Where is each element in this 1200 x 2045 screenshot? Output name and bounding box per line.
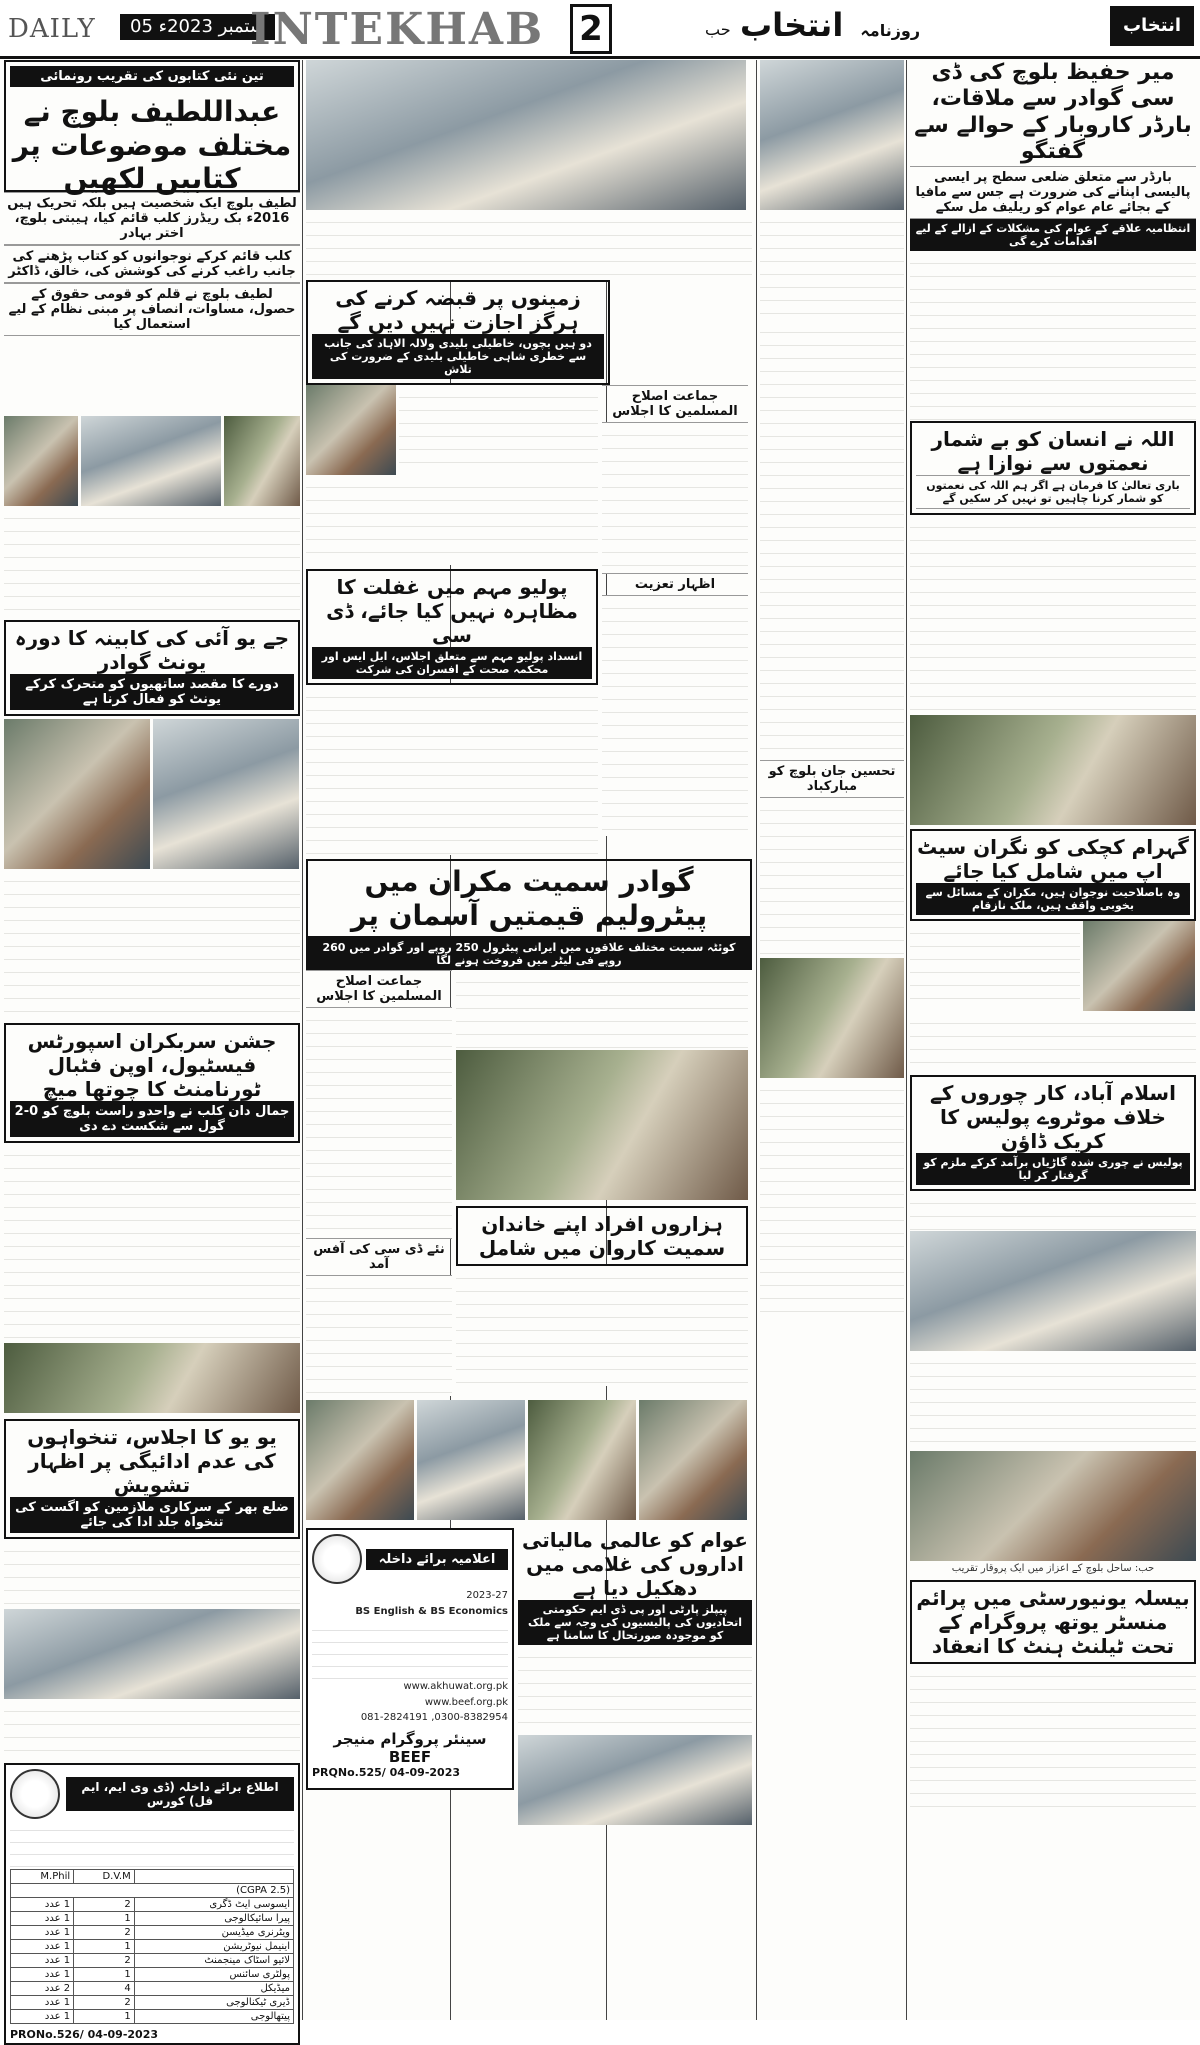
ymca-headline: یو یو کا اجلاس، تنخواہوں کی عدم ادائیگی پر اظہار تشویش xyxy=(27,1425,277,1497)
text-block xyxy=(4,1143,300,1343)
cell: 4 xyxy=(74,1982,135,1996)
ad-text xyxy=(312,1619,508,1679)
text-block xyxy=(399,385,598,475)
table-row xyxy=(11,1954,294,1968)
column-rule xyxy=(756,60,757,2020)
jui-sub: دورے کا مقصد ساتھیوں کو متحرک کرکے یونٹ کو فعال کرنا ہے xyxy=(10,674,294,710)
admission-table xyxy=(10,1869,294,2024)
people-sub: پیپلز پارٹی اور پی ڈی ایم حکومتی اتحادیوں کی پالیسیوں کی وجہ سے ملک کو موجودہ صورتحال کا سامنا ہے xyxy=(518,1600,752,1645)
text-block xyxy=(602,596,748,836)
book-launch-photo xyxy=(81,416,221,506)
beef-ad xyxy=(306,1528,514,1790)
beef-org: BEEF xyxy=(388,1747,432,1766)
university-seal-icon xyxy=(10,1769,60,1819)
group-photo xyxy=(910,1451,1196,1561)
cell: 2 xyxy=(74,1954,135,1968)
ad2-prno: PRQNo.525/ 04-09-2023 xyxy=(312,1765,460,1779)
cell: 2 عدد xyxy=(11,1982,74,1996)
ad-text xyxy=(10,1819,294,1869)
cell: 1 عدد xyxy=(11,1898,74,1912)
text-block xyxy=(910,1351,1196,1451)
cell: لائیو اسٹاک مینجمنٹ xyxy=(134,1954,293,1968)
beef-web2: www.beef.org.pk xyxy=(424,1696,508,1708)
caravan-box xyxy=(456,1206,748,1266)
masthead-date: 05 ستمبر 2023ء xyxy=(120,14,275,40)
cell: میڈیکل xyxy=(134,1982,293,1996)
text-block xyxy=(306,210,752,280)
allah-headline: اللہ نے انسان کو بے شمار نعمتوں سے نوازا ہے xyxy=(931,426,1175,475)
text-block xyxy=(518,1645,752,1735)
group-photo xyxy=(910,715,1196,825)
polio-box xyxy=(306,569,598,685)
beef-logo-icon xyxy=(312,1534,362,1584)
islamabad-headline: اسلام آباد، کار چوروں کے خلاف موٹروے پولیس کا کریک ڈاؤن xyxy=(930,1080,1176,1153)
text-block xyxy=(4,1699,300,1759)
cell: 2 xyxy=(74,1926,135,1940)
meeting-photo xyxy=(306,60,746,210)
kachhi-box xyxy=(910,829,1196,921)
event-photo xyxy=(306,1400,414,1520)
sports-headline: جشن سربکران اسپورٹس فیسٹیول، اوپن فٹبال ٹورنامنٹ کا چوتھا میچ xyxy=(27,1029,277,1101)
cell: 1 عدد xyxy=(11,1926,74,1940)
column-b2 xyxy=(760,60,904,1318)
petrol-sub: کوئٹہ سمیت مختلف علاقوں میں ایرانی پیٹرول 250 روپے اور گوادر میں 260 روپے فی لیٹر میں فروخت ہونے لگا xyxy=(306,938,752,970)
cell: 1 عدد xyxy=(11,1912,74,1926)
book-launch-sub3: لطیف بلوچ نے قلم کو قومی حقوق کے حصول، مساوات، انصاف پر مبنی نظام کے لیے استعمال کیا xyxy=(4,283,300,336)
hafeez-photo xyxy=(760,60,904,210)
photo-caption xyxy=(306,1520,752,1524)
text-block xyxy=(910,921,1080,1011)
event-photo xyxy=(639,1400,747,1520)
masthead-daily-ur: روزنامہ xyxy=(860,21,921,40)
table-row xyxy=(11,1968,294,1982)
text-block xyxy=(910,1011,1196,1071)
table-header xyxy=(134,1870,293,1884)
masthead-name-ur-text: انتخاب xyxy=(740,6,844,44)
jui-photo xyxy=(153,719,299,869)
cell: 2 xyxy=(74,1898,135,1912)
page-number: 2 xyxy=(570,4,612,54)
cell: 1 xyxy=(74,1968,135,1982)
beef-signed: سینئر پروگرام منیجر xyxy=(333,1729,487,1748)
book-launch-headline: عبداللطیف بلوچ نے مختلف موضوعات پر کتابیں لکھیں xyxy=(12,95,292,196)
table-row xyxy=(11,1940,294,1954)
table-row xyxy=(11,1898,294,1912)
petrol-box xyxy=(306,859,752,938)
condolence-label: اظہار تعزیت xyxy=(602,573,748,596)
text-block xyxy=(760,798,904,958)
text-block xyxy=(306,1276,452,1396)
allah-sub: باری تعالیٰ کا فرمان ہے اگر ہم اللہ کی نعمتوں کو شمار کرنا چاہیں تو نہیں کر سکیں گے xyxy=(916,475,1190,509)
text-block xyxy=(456,1266,748,1386)
book-launch-sub2: کلب قائم کرکے نوجوانوں کو کتاب پڑھنے کی جانب راغب کرنے کی کوشش کی، خالق، ڈاکٹر xyxy=(4,245,300,283)
photo-caption xyxy=(456,1200,748,1204)
beef-session: 2023-27 xyxy=(466,1590,508,1602)
text-block xyxy=(910,1664,1196,1814)
text-block xyxy=(910,251,1196,421)
table-note: (2.5 CGPA) xyxy=(11,1884,294,1898)
cell: پیتھالوجی xyxy=(134,2010,293,2024)
cell: پیرا سائیکالوجی xyxy=(134,1912,293,1926)
column-b xyxy=(306,60,752,1825)
sports-photo xyxy=(4,1343,300,1413)
text-block xyxy=(760,210,904,320)
table-row xyxy=(11,1996,294,2010)
masthead-name-en: INTEKHAB xyxy=(250,4,545,55)
uni-headline: بیسلہ یونیورسٹی میں پرائم منسٹر یوتھ پروگرام کے تحت ٹیلنٹ ہنٹ کا انعقاد xyxy=(916,1585,1190,1658)
photo-caption: حب: ساحل بلوچ کے اعزاز میں ایک پروقار تقریب xyxy=(951,1562,1155,1574)
hafeez-sub1: بارڈر سے متعلق ضلعی سطح پر ایسی پالیسی اپنانے کی ضرورت ہے جس سے مافیا کے بجائے عام عوام کو ریلیف مل سکے xyxy=(910,166,1196,219)
jui-headline: جے یو آئی کی کابینہ کا دورہ یونٹ گوادر xyxy=(14,626,290,674)
ymca-sub: ضلع بھر کے سرکاری ملازمین کو اگست کی تنخواہ جلد ادا کی جائے xyxy=(10,1497,294,1533)
text-block xyxy=(4,869,300,1019)
ymca-photo xyxy=(4,1609,300,1699)
land-box xyxy=(306,280,610,385)
islamabad-box xyxy=(910,1075,1196,1191)
jui-photo xyxy=(4,719,150,869)
table-row xyxy=(11,1982,294,1996)
admission-ad xyxy=(4,1763,300,2045)
text-block xyxy=(4,506,300,616)
meeting-photo xyxy=(760,958,904,1078)
book-launch-box xyxy=(4,60,300,196)
text-block xyxy=(306,685,598,855)
land-headline: زمینوں پر قبضہ کرنے کی ہرگز اجازت نہیں دیں گے xyxy=(335,286,581,334)
column-rule xyxy=(302,60,303,2020)
allah-box xyxy=(910,421,1196,515)
text-block xyxy=(4,1539,300,1609)
petrol-headline: گوادر سمیت مکران میں پیٹرولیم قیمتیں آسمان پر xyxy=(350,865,708,932)
book-launch-body xyxy=(4,336,300,416)
column-a xyxy=(4,60,300,2045)
hafeez-headline: میر حفیظ بلوچ کی ڈی سی گوادر سے ملاقات، بارڈر کاروبار کے حوالے سے گفتگو xyxy=(914,60,1192,165)
text-block xyxy=(760,1078,904,1318)
beef-phone: 0300-8382954, 081-2824191 xyxy=(360,1712,508,1724)
book-launch-photo xyxy=(224,416,300,506)
uni-box xyxy=(910,1580,1196,1664)
cell: 1 عدد xyxy=(11,1954,74,1968)
admission-ad-title: اطلاع برائے داخلہ (ڈی وی ایم، ایم فل) کورس xyxy=(66,1777,294,1811)
text-block xyxy=(306,475,598,565)
masthead xyxy=(0,0,1200,59)
cleanup-photo xyxy=(456,1050,748,1200)
cell: 1 عدد xyxy=(11,1996,74,2010)
cell: 2 xyxy=(74,1996,135,2010)
cell: 1 xyxy=(74,2010,135,2024)
islamabad-sub: پولیس نے چوری شدہ گاڑیاں برآمد کرکے ملزم کو گرفتار کر لیا xyxy=(916,1153,1190,1185)
masthead-name-ur xyxy=(740,6,920,44)
book-launch-label: تین نئی کتابوں کی تقریب رونمائی xyxy=(10,66,294,87)
caravan-headline: ہزاروں افراد اپنے خاندان سمیت کاروان میں شامل xyxy=(478,1212,726,1261)
ymca-box xyxy=(4,1419,300,1539)
cell: اینیمل نیوٹریشن xyxy=(134,1940,293,1954)
sports-box xyxy=(4,1023,300,1143)
book-launch-photo xyxy=(4,416,78,506)
masthead-logo: انتخاب xyxy=(1110,6,1194,46)
text-block xyxy=(910,515,1196,715)
polio-headline: پولیو مہم میں غفلت کا مظاہرہ نہیں کیا جائے، ڈی سی xyxy=(326,575,578,647)
kachhi-sub: وہ باصلاحیت نوجوان ہیں، مکران کے مسائل سے بخوبی واقف ہیں، ملک نازقام xyxy=(916,883,1190,915)
kachhi-headline: گہرام کچکی کو نگران سیٹ اپ میں شامل کیا جائے xyxy=(917,834,1189,883)
text-block xyxy=(602,423,748,573)
column-c xyxy=(910,60,1196,1814)
event-photo xyxy=(528,1400,636,1520)
land-sub: دو ہیں بچوں، خاطیلی بلیدی ولالہ الاہاد کی جانب سے خطری شاہی خاطیلی بلیدی کے ضرورت کی تلاش xyxy=(312,334,604,379)
column-rule xyxy=(906,60,907,2020)
beef-web: www.akhuwat.org.pk xyxy=(403,1681,508,1693)
text-block xyxy=(306,1008,452,1238)
jamaat-meeting-headline: جماعت اصلاح المسلمین کا اجلاس xyxy=(306,970,452,1008)
beef-ad-title: اعلامیہ برائے داخلہ xyxy=(366,1549,508,1570)
cell: پولٹری سائنس xyxy=(134,1968,293,1982)
police-photo xyxy=(910,1231,1196,1351)
sports-sub: جمال دان کلب نے واحدو راست بلوچ کو 0-2 گول سے شکست دے دی xyxy=(10,1101,294,1137)
table-row xyxy=(11,2010,294,2024)
beef-program: BS English & BS Economics xyxy=(355,1605,508,1617)
cell: 1 عدد xyxy=(11,1968,74,1982)
table-row xyxy=(11,1926,294,1940)
people-headline: عوام کو عالمی مالیاتی اداروں کی غلامی میں دھکیل دیا ہے xyxy=(522,1528,748,1601)
masthead-city: حب xyxy=(705,20,731,39)
office-headline: نئے ڈی سی کی آفس آمد xyxy=(306,1238,452,1276)
ad1-prno: PRONo.526/ 04-09-2023 xyxy=(10,2028,158,2041)
text-block xyxy=(910,1191,1196,1231)
cell: ڈیری ٹیکنالوجی xyxy=(134,1996,293,2010)
masthead-daily: DAILY xyxy=(8,14,96,44)
event-photo xyxy=(417,1400,525,1520)
cell: ویٹرنری میڈیسن xyxy=(134,1926,293,1940)
book-launch-sub1: لطیف بلوچ ایک شخصیت ہیں بلکہ تحریک ہیں 2016ء بک ریڈرز کلب قائم کیا، ہیبتی بلوچ، اختر بہادر xyxy=(4,192,300,245)
people-photo xyxy=(518,1735,752,1825)
cell: 1 xyxy=(74,1912,135,1926)
tahseen-headline: تحسین جان بلوچ کو مبارکباد xyxy=(760,760,904,798)
hafeez-sub2: انتظامیہ علاقے کے عوام کی مشکلات کے ازالے کے لیے اقدامات کرے گی xyxy=(910,219,1196,251)
polio-sub: انسداد پولیو مہم سے متعلق اجلاس، ایل ایس اور محکمہ صحت کے افسران کی شرکت xyxy=(312,647,592,679)
jamaat-headline: جماعت اصلاح المسلمین کا اجلاس xyxy=(602,385,748,423)
cell: ایسوسی ایٹ ڈگری xyxy=(134,1898,293,1912)
jui-box xyxy=(4,620,300,716)
text-block xyxy=(456,970,748,1050)
cell: 1 عدد xyxy=(11,2010,74,2024)
table-row xyxy=(11,1912,294,1926)
text-block xyxy=(760,320,904,760)
cell: 1 عدد xyxy=(11,1940,74,1954)
table-header: M.Phil xyxy=(11,1870,74,1884)
portrait-photo xyxy=(306,385,396,475)
portrait-photo xyxy=(1083,921,1195,1011)
cell: 1 xyxy=(74,1940,135,1954)
table-header: D.V.M xyxy=(74,1870,135,1884)
